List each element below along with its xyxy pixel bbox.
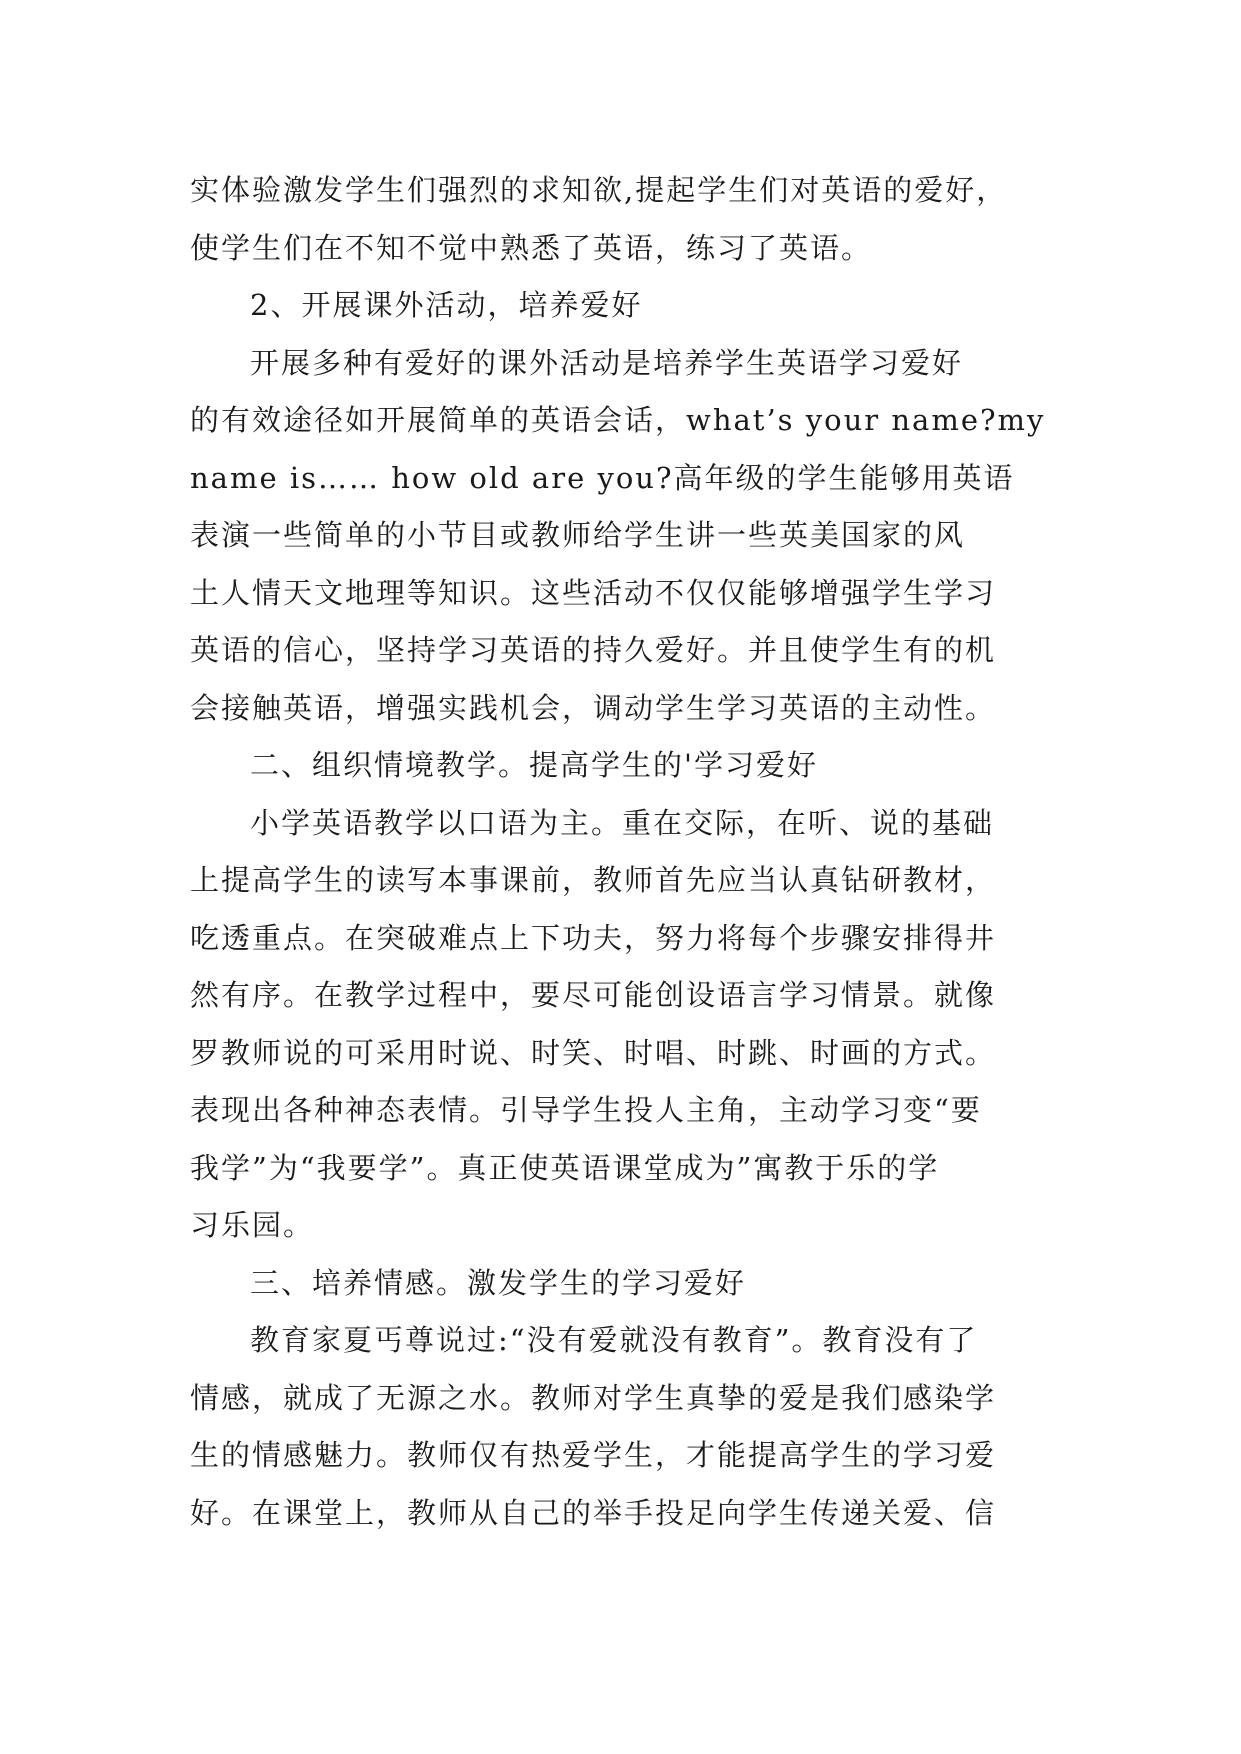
text-line: 表现出各种神态表情。引导学生投人主角，主动学习变“要 [190, 1093, 982, 1127]
text-line: 情感，就成了无源之水。教师对学生真挚的爱是我们感染学 [190, 1380, 997, 1415]
text-line: 小学英语教学以口语为主。重在交际，在听、说的基础 [250, 805, 995, 840]
text-line: 习乐园。 [190, 1208, 315, 1242]
text-line: 会接触英语，增强实践机会，调动学生学习英语的主动性。 [190, 690, 997, 725]
text-line: 表演一些简单的小节目或教师给学生讲一些英美国家的风 [190, 518, 966, 552]
body-text [190, 162, 1090, 1542]
section-heading: 二、组织情境教学。提高学生的'学习爱好 [250, 748, 818, 782]
text-line: 开展多种有爱好的课外活动是培养学生英语学习爱好 [250, 345, 964, 380]
section-heading: 2、开展课外活动，培养爱好 [250, 288, 643, 322]
text-line: 我学”为“我要学”。真正使英语课堂成为”寓教于乐的学 [190, 1150, 940, 1185]
text-line: 的有效途径如开展简单的英语会话，what’s your name?my [190, 403, 1046, 437]
text-line: 土人情天文地理等知识。这些活动不仅仅能够增强学生学习 [190, 575, 997, 610]
text-line: 吃透重点。在突破难点上下功夫，努力将每个步骤安排得井 [190, 920, 997, 955]
text-line: 教育家夏丐尊说过:“没有爱就没有教育”。教育没有了 [250, 1323, 978, 1357]
text-line: 生的情感魅力。教师仅有热爱学生，才能提高学生的学习爱 [190, 1438, 997, 1472]
section-heading: 三、培养情感。激发学生的学习爱好 [250, 1265, 747, 1300]
text-line: 实体验激发学生们强烈的求知欲,提起学生们对英语的爱好， [190, 173, 1008, 207]
text-line: 好。在课堂上，教师从自己的举手投足向学生传递关爱、信 [190, 1495, 997, 1530]
text-line: 罗教师说的可采用时说、时笑、时唱、时跳、时画的方式。 [190, 1035, 997, 1070]
text-line: name is…… how old are you?高年级的学生能够用英语 [190, 460, 1015, 495]
text-line: 英语的信心，坚持学习英语的持久爱好。并且使学生有的机 [190, 633, 997, 667]
text-line: 上提高学生的读写本事课前，教师首先应当认真钻研教材， [190, 863, 997, 897]
text-line: 然有序。在教学过程中，要尽可能创设语言学习情景。就像 [190, 978, 997, 1012]
text-line: 使学生们在不知不觉中熟悉了英语，练习了英语。 [190, 230, 873, 265]
